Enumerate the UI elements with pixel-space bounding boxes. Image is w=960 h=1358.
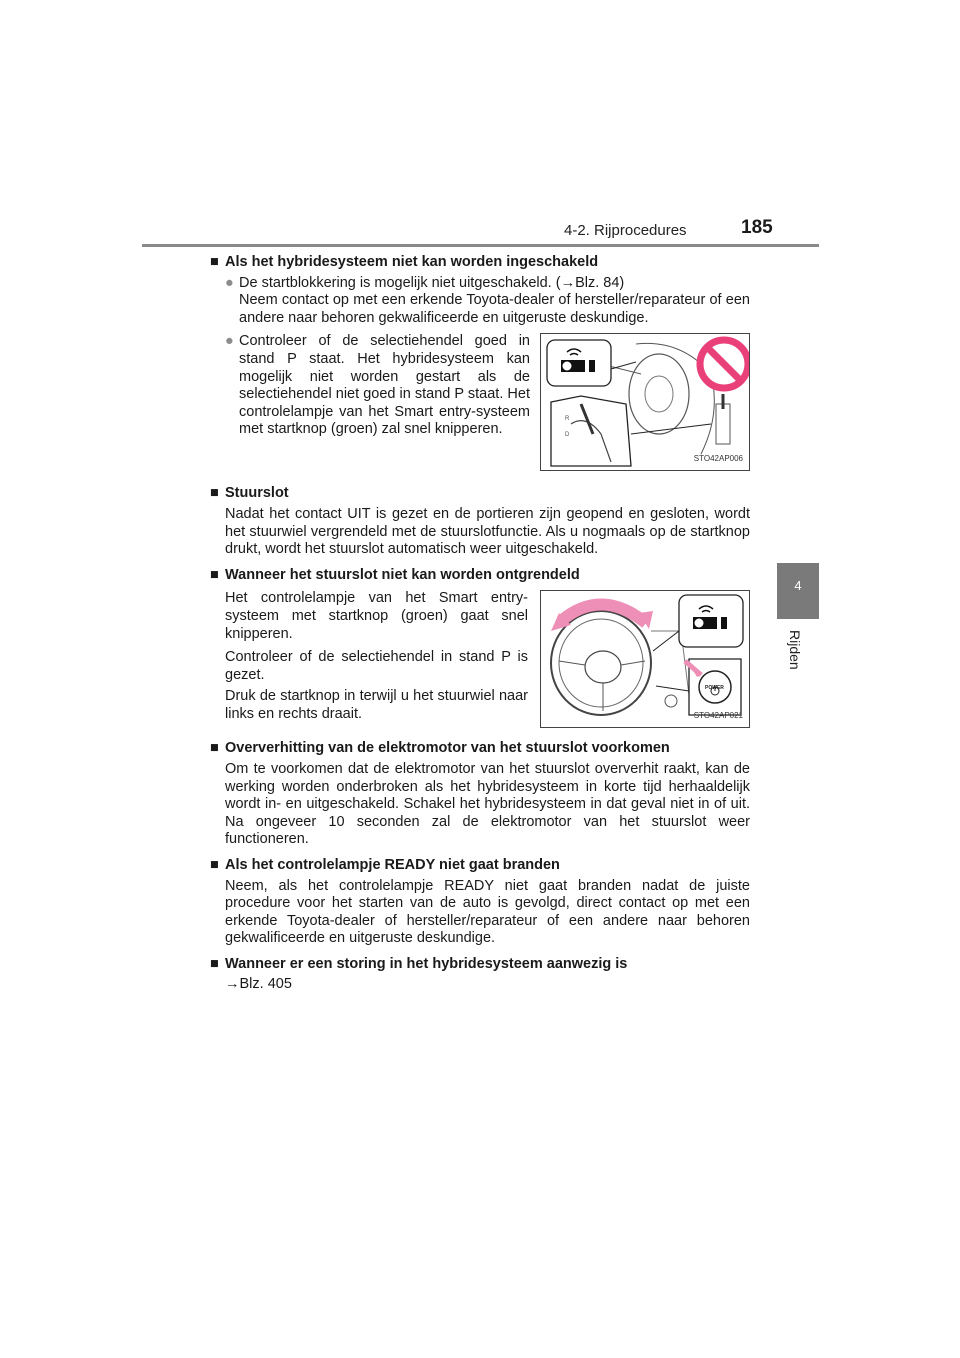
list-item: ● De startblokkering is mogelijk niet uitgeschakeld. (→Blz. 84) Neem contact op met een erkende Toyota-dealer of hersteller/reparateur of een andere naar behoren gekwalificeerde en uitgeruste deskundige. <box>225 274 750 326</box>
section-start-failure <box>210 254 750 471</box>
chapter-number: 4 <box>794 578 802 593</box>
section-steering-lock <box>210 485 750 558</box>
svg-text:R: R <box>565 416 570 423</box>
square-bullet-icon: ■ <box>210 740 219 757</box>
square-bullet-icon: ■ <box>210 955 219 972</box>
steering-wheel-illustration <box>540 590 750 728</box>
section-hybrid-malfunction <box>210 956 750 994</box>
section-heading: ■ Wanneer het stuurslot niet kan worden ontgrendeld <box>210 566 580 583</box>
svg-text:D: D <box>565 432 570 439</box>
section-heading: ■ Als het controlelampje READY niet gaat branden <box>210 856 560 873</box>
section-heading: ■ Als het hybridesysteem niet kan worden ingeschakeld <box>210 254 599 270</box>
section-heading: ■ Oververhitting van de elektromotor van het stuurslot voorkomen <box>210 740 670 757</box>
section-heading: ■ Stuurslot <box>210 485 289 502</box>
page-content <box>210 254 750 1002</box>
page-number: 185 <box>741 217 773 238</box>
square-bullet-icon: ■ <box>210 254 219 270</box>
paragraph: Het controlelampje van het Smart entry-systeem met startknop (groen) gaat snel knipperen. <box>225 590 528 642</box>
chapter-label: Rijden <box>787 630 803 670</box>
section-body: Om te voorkomen dat de elektromotor van het stuurslot oververhit raakt, kan de werking worden onderbroken als het hybridesysteem in korte tijd herhaaldelijk wordt in- en uitgeschakeld. Schakel het hybridesysteem in dat geval niet in of uit. Na ongeveer 10 seconden zal de elektromotor van het stuurslot weer functioneren. <box>225 760 750 848</box>
list-item: ● Controleer of de selectiehendel goed in stand P staat. Het hybridesysteem kan mogelijk niet worden gestart als de selectiehendel niet goed in stand P staat. Het controlelampje van het Smart entry-systeem met startknop (groen) zal snel knipperen. R D STO42AP006 <box>210 333 750 471</box>
figure-code: STO42AP006 <box>693 453 743 463</box>
round-bullet-icon: ● <box>225 274 234 291</box>
round-bullet-icon: ● <box>225 333 234 350</box>
power-button-label: POWER <box>705 685 724 692</box>
section-title: 4-2. Rijprocedures <box>564 222 687 239</box>
section-body: Nadat het contact UIT is gezet en de portieren zijn geopend en gesloten, wordt het stuurwiel vergrendeld met de stuurslotfunctie. Als u nogmaals op de startknop drukt, wordt het stuurslot automatisch weer uitgeschakeld. <box>225 505 750 558</box>
square-bullet-icon: ■ <box>210 485 219 502</box>
paragraph: Druk de startknop in terwijl u het stuurwiel naar links en rechts draait. <box>225 688 528 722</box>
figure-code: STO42AP021 <box>693 710 743 720</box>
header-rule <box>142 244 819 247</box>
shift-lever-illustration <box>540 333 750 471</box>
section-body: Neem, als het controlelampje READY niet gaat branden nadat de juiste procedure voor het starten van de auto is gevolgd, direct contact op met een erkende Toyota-dealer of hersteller/reparateur of een andere naar behoren gekwalificeerde en uitgeruste deskundige. <box>225 877 750 947</box>
section-lock-release <box>210 567 750 729</box>
section-heading: ■ Wanneer er een storing in het hybridesysteem aanwezig is <box>210 955 628 972</box>
section-ready-lamp <box>210 857 750 948</box>
square-bullet-icon: ■ <box>210 566 219 583</box>
square-bullet-icon: ■ <box>210 856 219 873</box>
page-reference: →Blz. 405 <box>225 976 292 993</box>
section-overheating <box>210 740 750 849</box>
paragraph: Controleer of de selectiehendel in stand P is gezet. <box>225 649 528 683</box>
